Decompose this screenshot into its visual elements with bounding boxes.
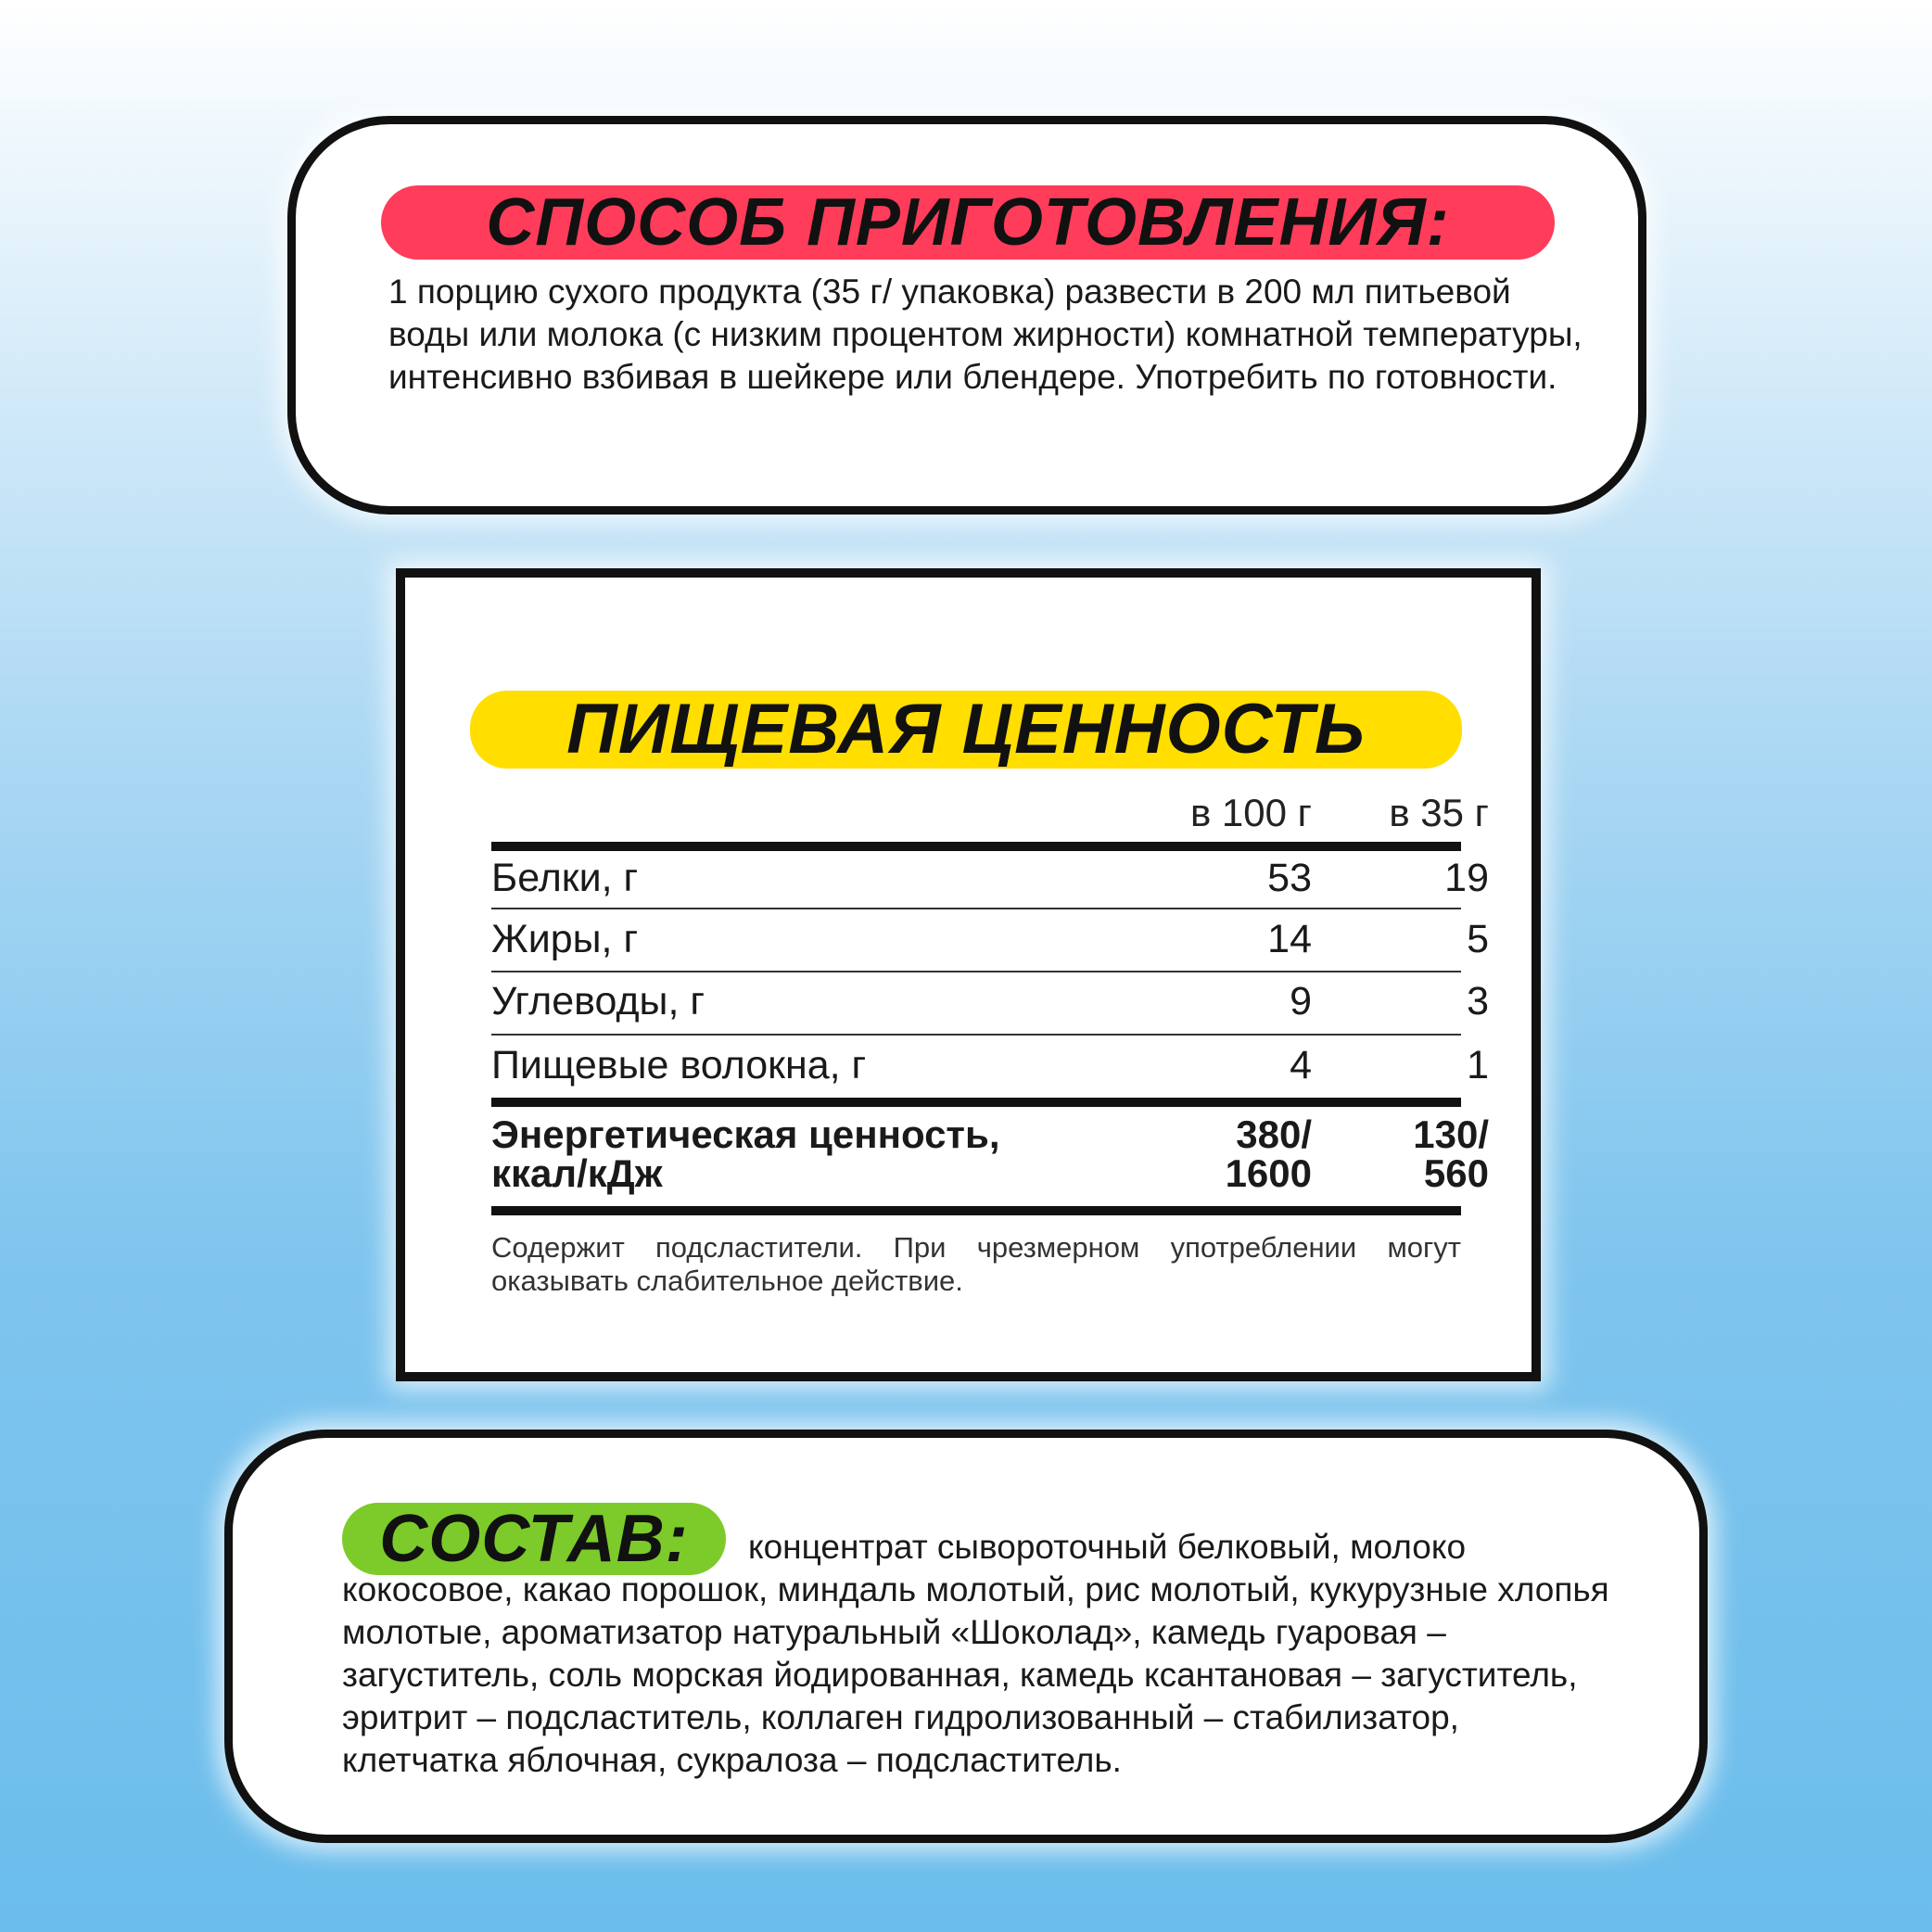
row-value-fat-per35: 5 [1467, 917, 1489, 961]
preparation-card [287, 116, 1646, 515]
row-label-carbs: Углеводы, г [491, 979, 705, 1023]
table-bottom-rule [491, 1206, 1461, 1215]
energy-label-line1: Энергетическая ценность, [491, 1112, 1000, 1156]
row-value-carbs-per35: 3 [1467, 979, 1489, 1023]
energy-top-rule [491, 1098, 1461, 1107]
row-divider [491, 908, 1461, 909]
energy-value-per100 [1225, 1112, 1312, 1195]
energy-per35-line2: 560 [1423, 1151, 1489, 1195]
preparation-title: СПОСОБ ПРИГОТОВЛЕНИЯ: [381, 185, 1555, 260]
energy-per100-line1: 380/ [1236, 1112, 1312, 1156]
column-header-per100: в 100 г [1189, 791, 1312, 834]
composition-title: СОСТАВ: [342, 1503, 726, 1575]
table-top-rule [491, 842, 1461, 851]
energy-label [491, 1112, 1000, 1195]
row-divider [491, 1034, 1461, 1036]
row-value-carbs-per100: 9 [1290, 979, 1312, 1023]
row-value-fiber-per100: 4 [1290, 1043, 1312, 1087]
row-value-protein-per100: 53 [1267, 856, 1312, 900]
nutrition-card [396, 568, 1541, 1381]
row-value-protein-per35: 19 [1444, 856, 1489, 900]
energy-value-per35 [1413, 1112, 1489, 1195]
composition-card [224, 1430, 1708, 1843]
column-header-per35: в 35 г [1389, 791, 1489, 834]
composition-text: концентрат сывороточный белковый, молоко кокосовое, какао порошок, миндаль молотый, рис молотый, кукурузные хлопья молотые, ароматизатор натуральный «Шоколад», камедь гуаровая – загуститель, соль морская йодированная, камедь ксантановая – загуститель, эритрит – подсластитель, коллаген гидролизованный – стабилизатор, клетчатка яблочная, сукралоза – подсластитель. [342, 1528, 1609, 1779]
row-value-fiber-per35: 1 [1467, 1043, 1489, 1087]
energy-per100-line2: 1600 [1225, 1151, 1312, 1195]
energy-per35-line1: 130/ [1413, 1112, 1489, 1156]
row-divider [491, 971, 1461, 972]
row-label-protein: Белки, г [491, 856, 639, 900]
preparation-text: 1 порцию сухого продукта (35 г/ упаковка) развести в 200 мл питьевой воды или молока (с низким процентом жирности) комнатной температуры, интенсивно взбивая в шейкере или блендере. Употребить по готовности. [388, 273, 1582, 396]
nutrition-title: ПИЩЕВАЯ ЦЕННОСТЬ [470, 691, 1462, 769]
row-label-fat: Жиры, г [491, 917, 639, 961]
row-label-fiber: Пищевые волокна, г [491, 1043, 867, 1087]
energy-label-line2: ккал/кДж [491, 1151, 663, 1195]
sweetener-note: Содержит подсластители. При чрезмерном употреблении могут оказывать слабительное действие. [491, 1231, 1461, 1297]
row-value-fat-per100: 14 [1267, 917, 1312, 961]
